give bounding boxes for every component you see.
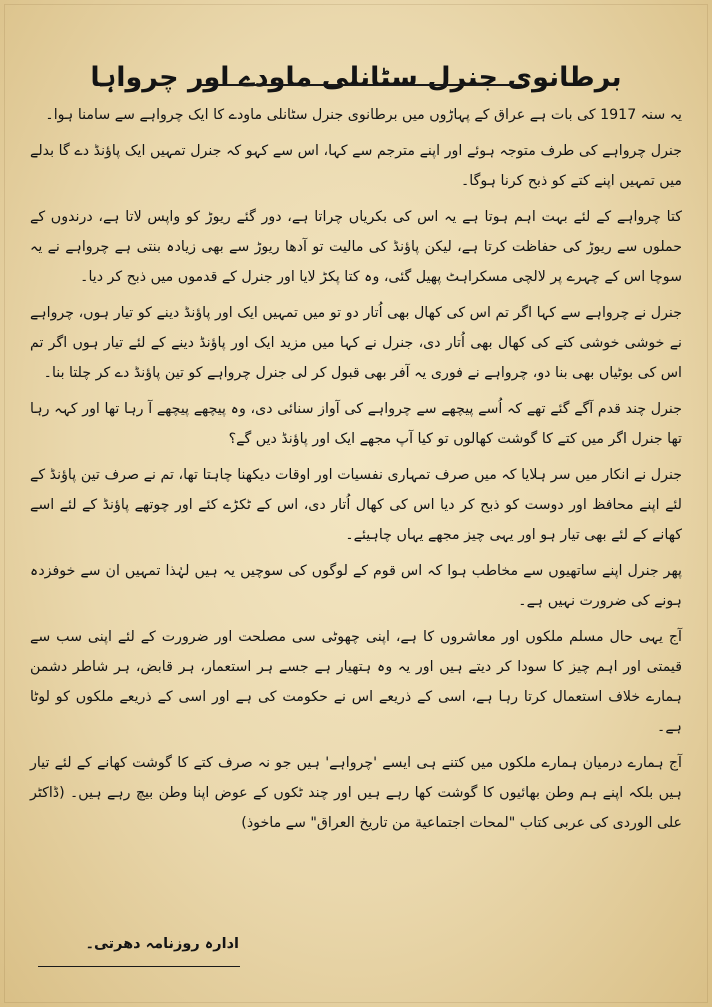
paragraph-1: یہ سنہ 1917 کی بات ہے عراق کے پہاڑوں میں برطانوی جنرل سٹانلی ماودے کا ایک چرواہے سے سامنا ہوا۔ <box>45 107 682 123</box>
paragraph-2: جنرل چرواہے کی طرف متوجہ ہوئے اور اپنے مترجم سے کہا، اس سے کہو کہ جنرل تمہیں ایک پاؤنڈ دے گا بدلے میں تمہیں اپنے کتے کو ذبح کرنا ہوگا۔ <box>30 143 682 189</box>
paragraph-7: پھر جنرل اپنے ساتھیوں سے مخاطب ہوا کہ اس قوم کے لوگوں کی سوچیں یہ ہیں لہٰذا تمہیں ان سے خوفزدہ ہونے کی ضرورت نہیں ہے۔ <box>30 563 682 609</box>
title-underline <box>200 84 522 86</box>
paragraph-6: جنرل نے انکار میں سر ہلایا کہ میں صرف تمہاری نفسیات اور اوقات دیکھنا چاہتا تھا، تم نے صرف تین پاؤنڈ کے لئے اپنے محافظ اور دوست کو ذبح کر دیا اس کی کھال اُتار دی، اس کے ٹکڑے کئے اور چوتھے پاؤنڈ کے لئے اسے کھانے کے لئے بھی تیار ہو اور یہی چیز مجھے یہاں چاہیئے۔ <box>30 467 682 543</box>
paragraph-4: جنرل نے چرواہے سے کہا اگر تم اس کی کھال بھی اُتار دو تو میں تمہیں ایک اور پاؤنڈ دینے کو تیار ہوں، چرواہے نے خوشی خوشی کتے کی کھال بھی اُتار دی، جنرل نے کہا میں مزید ایک اور پاؤنڈ دینے کے لئے تیار ہوں اگر تم اس کی بوٹیاں بھی بنا دو، چرواہے نے فوری یہ آفر بھی قبول کر لی جنرل چرواہے کو تین پاؤنڈ دے کر چلتا بنا۔ <box>30 305 682 381</box>
article-body <box>30 100 682 844</box>
paragraph-8: آج یہی حال مسلم ملکوں اور معاشروں کا ہے، اپنی چھوٹی سی مصلحت اور ضرورت کے لئے اپنی سب سے قیمتی اور اہم چیز کا سودا کر دیتے ہیں اور یہ وہ ہتھیار ہے جسے ہر استعمار، ہر قابض، ہر شاطر دشمن ہمارے خلاف استعمال کرتا رہا ہے، اسی کے ذریعے اس نے حکومت کی ہے اور اسی کے ذریعے ملکوں کو لوٹا ہے۔ <box>30 629 682 735</box>
article-title: برطانوی جنرل سٹانلی ماودے اور چرواہا <box>90 62 622 94</box>
paragraph-3: کتا چرواہے کے لئے بہت اہم ہوتا ہے یہ اس کی بکریاں چراتا ہے، دور گئے ریوڑ کو واپس لاتا ہے، درندوں کے حملوں سے ریوڑ کی حفاظت کرتا ہے، لیکن پاؤنڈ کی مالیت تو آدھا ریوڑ سے بھی زیادہ بنتی ہے چرواہے نے یہ سوچا اس کے چہرے پر لالچی مسکراہٹ پھیل گئی، وہ کتا پکڑ لایا اور جنرل کے قدموں میں ذبح کر دیا۔ <box>30 209 682 285</box>
paragraph-5: جنرل چند قدم آگے گئے تھے کہ اُسے پیچھے سے چرواہے کی آواز سنائی دی، وہ پیچھے پیچھے آ رہا تھا اور کہہ رہا تھا جنرل اگر میں کتے کا گوشت کھالوں تو کیا آپ مجھے ایک اور پاؤنڈ دیں گے؟ <box>30 401 682 447</box>
signature-underline <box>38 966 240 967</box>
signature: ادارہ روزنامہ دھرتی۔ <box>85 936 239 952</box>
paragraph-9: آج ہمارے درمیان ہمارے ملکوں میں کتنے ہی ایسے 'چرواہے' ہیں جو نہ صرف کتے کا گوشت کھانے کے لئے تیار ہیں بلکہ اپنے ہم وطن بھائیوں کا گوشت کھا رہے ہیں اور چند ٹکوں کے عوض اپنا وطن بیچ رہے ہیں۔ (ڈاکٹر علی الوردی کی عربی کتاب "لمحات اجتماعیة من تاریخ العراق" سے ماخوذ) <box>30 755 682 831</box>
